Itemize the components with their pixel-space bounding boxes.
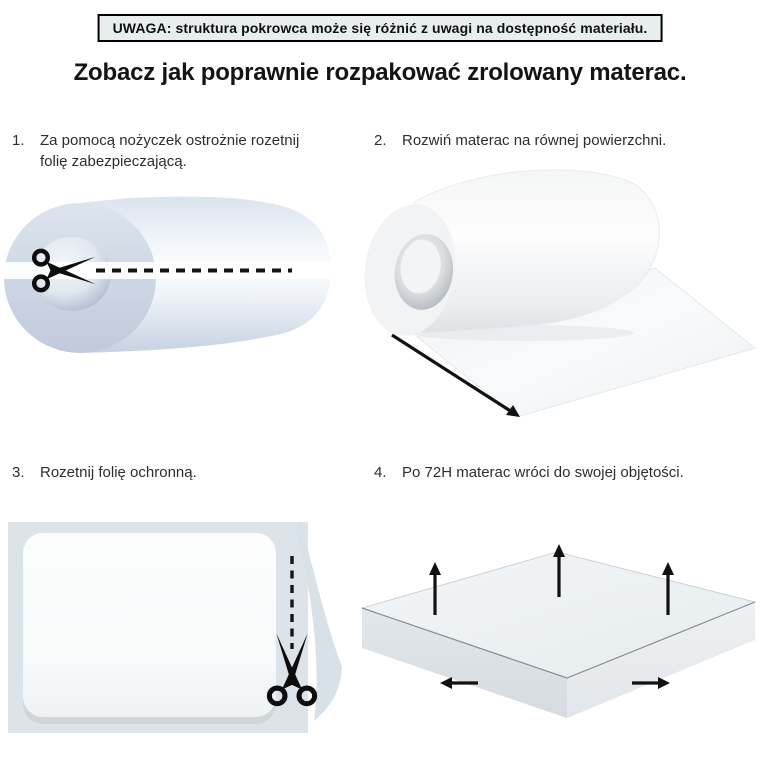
page-title: Zobacz jak poprawnie rozpakować zrolowany materac.	[73, 59, 687, 86]
notice-banner-text: UWAGA: struktura pokrowca może się różnić z uwagi na dostępność materiału.	[112, 20, 648, 36]
notice-banner	[98, 14, 663, 42]
step-2-caption	[374, 131, 752, 152]
step-3-caption	[12, 463, 340, 484]
unrolling-mattress-illustration	[362, 162, 758, 440]
cutting-protective-film-illustration	[4, 512, 352, 760]
rolled-mattress-illustration	[0, 185, 335, 425]
step-3-number: 3.	[12, 464, 25, 481]
step-1-number: 1.	[12, 132, 25, 149]
step-4-label: Po 72H materac wróci do swojej objętości.	[402, 464, 684, 481]
step-4-caption	[374, 463, 760, 484]
step-2-number: 2.	[374, 132, 387, 149]
step-4-number: 4.	[374, 464, 387, 481]
step-1-label: Za pomocą nożyczek ostrożnie rozetnij folię zabezpieczającą.	[40, 132, 300, 170]
step-1-caption	[12, 131, 322, 172]
step-3-label: Rozetnij folię ochronną.	[40, 464, 197, 481]
expanding-mattress-illustration	[360, 505, 760, 760]
mattress-top	[23, 533, 276, 717]
step-2-label: Rozwiń materac na równej powierzchni.	[402, 132, 667, 149]
